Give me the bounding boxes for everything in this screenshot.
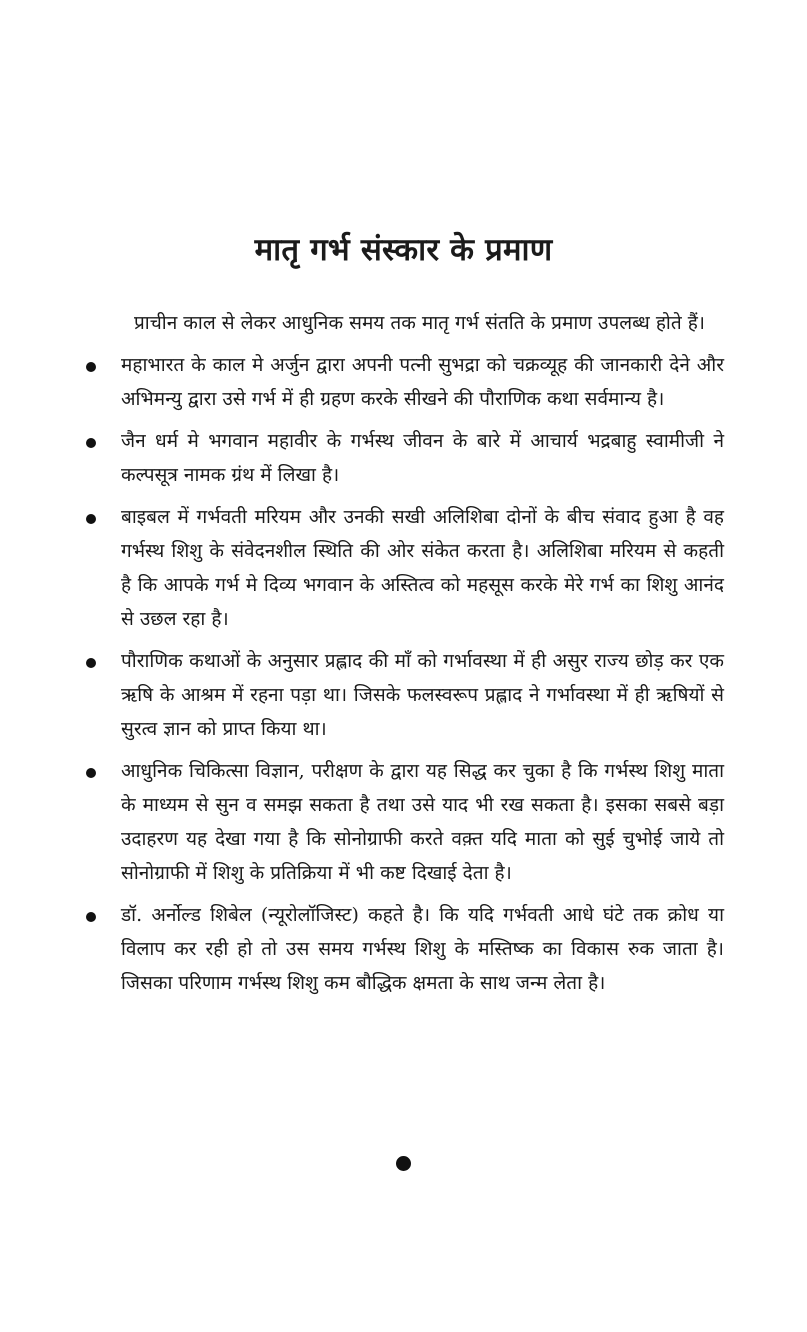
list-item [84,754,724,890]
list-item [84,644,724,746]
page-content [84,306,724,1008]
bullet-icon [86,658,96,668]
bullet-icon [86,438,96,448]
list-item-text: पौराणिक कथाओं के अनुसार प्रह्लाद की माँ को गर्भावस्था में ही असुर राज्य छोड़ कर एक ऋषि के आश्रम में रहना पड़ा था। जिसके फलस्वरूप प्रह्लाद ने गर्भावस्था में ही ऋषियों से सुरत्व ज्ञान को प्राप्त किया था। [121,650,724,740]
list-item-text: महाभारत के काल मे अर्जुन द्वारा अपनी पत्नी सुभद्रा को चक्रव्यूह की जानकारी देने और अभिमन्यु द्वारा उसे गर्भ में ही ग्रहण करके सीखने की पौराणिक कथा सर्वमान्य है। [121,354,724,410]
list-item [84,500,724,636]
page-title: मातृ गर्भ संस्कार के प्रमाण [254,232,553,268]
list-item [84,424,724,492]
list-item-text: जैन धर्म मे भगवान महावीर के गर्भस्थ जीवन के बारे में आचार्य भद्रबाहु स्वामीजी ने कल्पसूत्र नामक ग्रंथ में लिखा है। [121,430,724,486]
list-item-text: डॉ. अर्नोल्ड शिबेल (न्यूरोलॉजिस्ट) कहते है। कि यदि गर्भवती आधे घंटे तक क्रोध या विलाप कर रही हो तो उस समय गर्भस्थ शिशु के मस्तिष्क का विकास रुक जाता है। जिसका परिणाम गर्भस्थ शिशु कम बौद्धिक क्षमता के साथ जन्म लेता है। [121,904,724,994]
intro-paragraph: प्राचीन काल से लेकर आधुनिक समय तक मातृ गर्भ संतति के प्रमाण उपलब्ध होते हैं। [134,312,705,334]
list-item [84,898,724,1000]
bullet-icon [86,514,96,524]
evidence-list [84,348,724,1000]
bullet-icon [86,362,96,372]
list-item-text: बाइबल में गर्भवती मरियम और उनकी सखी अलिशिबा दोनों के बीच संवाद हुआ है वह गर्भस्थ शिशु के संवेदनशील स्थिति की ओर संकेत करता है। अलिशिबा मरियम से कहती है कि आपके गर्भ मे दिव्य भगवान के अस्तित्व को महसूस करके मेरे गर्भ का शिशु आनंद से उछल रहा है। [121,506,724,630]
bullet-icon [86,912,96,922]
section-end-dot-icon [396,1156,411,1171]
list-item [84,348,724,416]
list-item-text: आधुनिक चिकित्सा विज्ञान, परीक्षण के द्वारा यह सिद्ध कर चुका है कि गर्भस्थ शिशु माता के माध्यम से सुन व समझ सकता है तथा उसे याद भी रख सकता है। इसका सबसे बड़ा उदाहरण यह देखा गया है कि सोनोग्राफी करते वक़्त यदि माता को सुई चुभोई जाये तो सोनोग्राफी में शिशु के प्रतिक्रिया में भी कष्ट दिखाई देता है। [121,760,724,884]
bullet-icon [86,768,96,778]
